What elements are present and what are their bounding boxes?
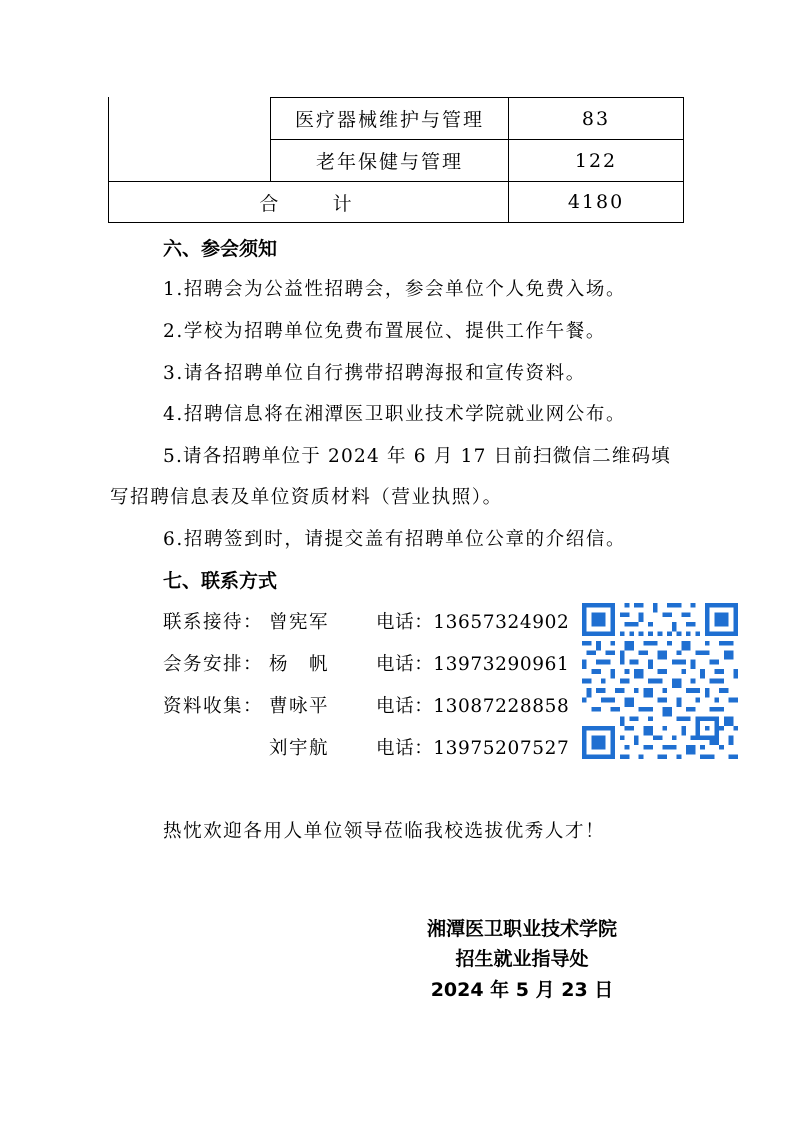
contact-name: 曾宪军 <box>269 612 330 633</box>
table-row-count: 83 <box>581 107 611 130</box>
contact-phone: 电话：13975207527 <box>376 738 570 759</box>
notice-item: 2.学校为招聘单位免费布置展位、提供工作午餐。 <box>163 321 606 342</box>
section-heading: 六、参会须知 <box>163 238 278 260</box>
signature-dept: 招生就业指导处 <box>455 948 589 970</box>
contact-role: 会务安排： <box>163 654 264 675</box>
qr-code-icon[interactable] <box>582 603 738 759</box>
contact-phone: 电话：13087228858 <box>376 696 570 717</box>
notice-item: 6.招聘签到时，请提交盖有招聘单位公章的介绍信。 <box>163 529 627 550</box>
table-total-label: 合 计 <box>259 192 358 215</box>
table-row-count: 122 <box>574 149 618 172</box>
notice-item: 3.请各招聘单位自行携带招聘海报和宣传资料。 <box>163 363 586 384</box>
signature-date: 2024 年 5 月 23 日 <box>430 979 614 1001</box>
contact-name: 刘宇航 <box>269 738 330 759</box>
contact-phone: 电话：13657324902 <box>376 612 570 633</box>
notice-item: 5.请各招聘单位于 2024 年 6 月 17 日前扫微信二维码填 <box>163 446 671 467</box>
table-row-major: 医疗器械维护与管理 <box>294 109 484 131</box>
signature-org: 湘潭医卫职业技术学院 <box>426 918 617 940</box>
contact-role: 联系接待： <box>163 612 264 633</box>
notice-item: 4.招聘信息将在湘潭医卫职业技术学院就业网公布。 <box>163 404 627 425</box>
contact-phone: 电话：13973290961 <box>376 654 570 675</box>
notice-item-continued: 写招聘信息表及单位资质材料（营业执照）。 <box>110 487 503 508</box>
contact-name: 杨 帆 <box>269 654 330 675</box>
table-total-value: 4180 <box>567 191 625 213</box>
section-heading: 七、联系方式 <box>163 570 278 592</box>
majors-table <box>108 97 684 223</box>
notice-item: 1.招聘会为公益性招聘会，参会单位个人免费入场。 <box>163 279 627 300</box>
contact-name: 曹咏平 <box>269 696 330 717</box>
table-row-major: 老年保健与管理 <box>315 151 463 173</box>
contact-role: 资料收集： <box>163 696 264 717</box>
welcome-text: 热忱欢迎各用人单位领导莅临我校选拔优秀人才！ <box>163 821 606 842</box>
